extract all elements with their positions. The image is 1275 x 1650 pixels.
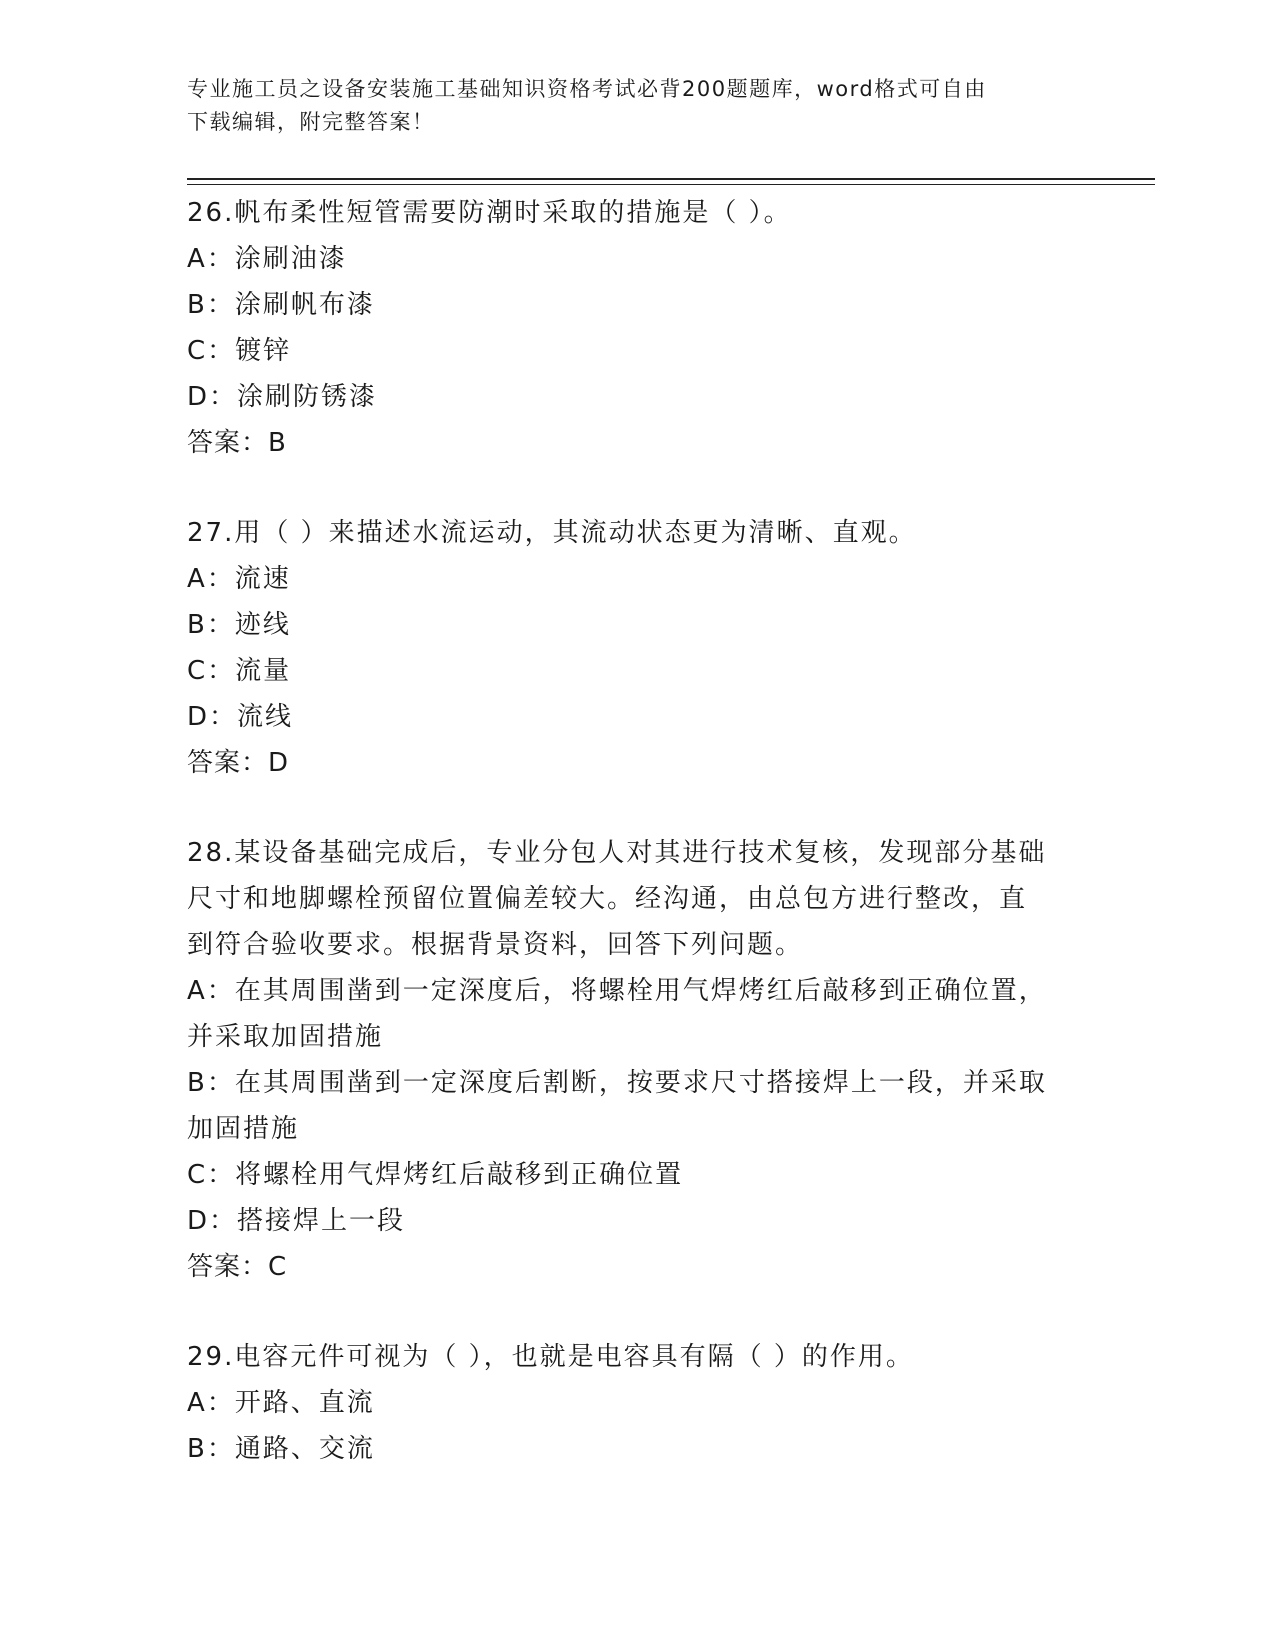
option-d: D：流线 — [187, 702, 294, 732]
question-stem: 27.用（ ）来描述水流运动，其流动状态更为清晰、直观。 — [187, 518, 917, 548]
question-27 — [187, 510, 1087, 786]
header-divider-thick — [187, 178, 1155, 180]
option-d: D：涂刷防锈漆 — [187, 382, 378, 412]
option-a-line-2: 并采取加固措施 — [187, 1022, 384, 1052]
header-divider-thin — [187, 184, 1155, 185]
option-a-line-1: A：在其周围凿到一定深度后，将螺栓用气焊烤红后敲移到正确位置， — [187, 976, 1047, 1006]
question-stem-line-2: 尺寸和地脚螺栓预留位置偏差较大。经沟通，由总包方进行整改，直 — [187, 884, 1028, 914]
document-header — [187, 73, 1087, 139]
question-stem-line-1: 28.某设备基础完成后，专业分包人对其进行技术复核，发现部分基础 — [187, 838, 1047, 868]
option-b: B：涂刷帆布漆 — [187, 290, 375, 320]
option-a: A：涂刷油漆 — [187, 244, 347, 274]
spacer — [187, 466, 1087, 510]
option-a: A：流速 — [187, 564, 291, 594]
question-28 — [187, 830, 1087, 1290]
question-29 — [187, 1334, 1087, 1472]
option-a: A：开路、直流 — [187, 1388, 375, 1418]
header-title-line-1: 专业施工员之设备安装施工基础知识资格考试必背200题题库，word格式可自由 — [187, 77, 987, 101]
question-stem: 26.帆布柔性短管需要防潮时采取的措施是（ ）。 — [187, 198, 792, 228]
header-title-line-2: 下载编辑，附完整答案！ — [187, 110, 435, 134]
spacer — [187, 1290, 1087, 1334]
option-b: B：通路、交流 — [187, 1434, 375, 1464]
option-c: C：将螺栓用气焊烤红后敲移到正确位置 — [187, 1160, 684, 1190]
answer: 答案：D — [187, 748, 290, 778]
question-stem: 29.电容元件可视为（ ），也就是电容具有隔（ ）的作用。 — [187, 1342, 914, 1372]
spacer — [187, 786, 1087, 830]
option-b-line-2: 加固措施 — [187, 1114, 300, 1144]
question-list — [187, 190, 1087, 1472]
answer: 答案：C — [187, 1252, 288, 1282]
option-d: D：搭接焊上一段 — [187, 1206, 406, 1236]
option-c: C：流量 — [187, 656, 292, 686]
option-b: B：迹线 — [187, 610, 291, 640]
question-stem-line-3: 到符合验收要求。根据背景资料，回答下列问题。 — [187, 930, 804, 960]
answer: 答案：B — [187, 428, 287, 458]
question-26 — [187, 190, 1087, 466]
option-c: C：镀锌 — [187, 336, 292, 366]
option-b-line-1: B：在其周围凿到一定深度后割断，按要求尺寸搭接焊上一段，并采取 — [187, 1068, 1047, 1098]
